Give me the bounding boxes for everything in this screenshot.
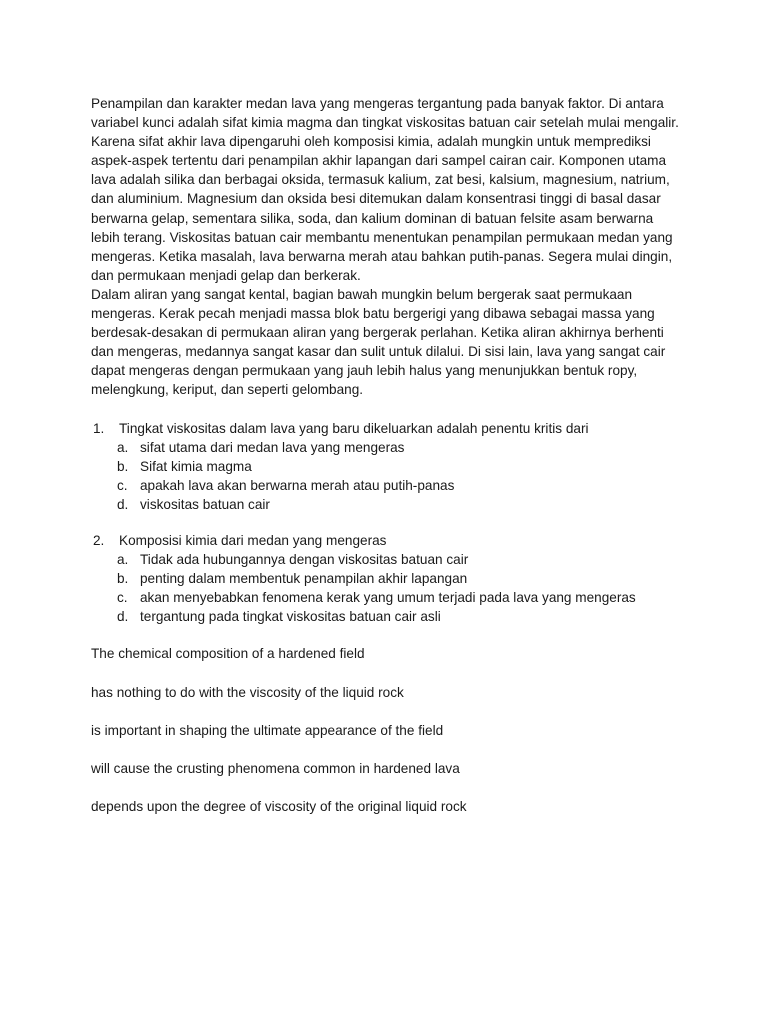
- option-item: [91, 588, 681, 607]
- option-text: akan menyebabkan fenomena kerak yang umum terjadi pada lava yang mengeras: [140, 590, 636, 606]
- option-letter: b.: [117, 458, 129, 474]
- option-item: [91, 438, 681, 457]
- question-text: Tingkat viskositas dalam lava yang baru dikeluarkan adalah penentu kritis dari: [119, 420, 589, 436]
- option-text: Sifat kimia magma: [140, 458, 252, 474]
- passage-paragraph-1: Penampilan dan karakter medan lava yang mengeras tergantung pada banyak faktor. Di antara variabel kunci adalah sifat kimia magma dan tingkat viskositas batuan cair setelah mulai mengalir. Karena sifat akhir lava dipengaruhi oleh komposisi kimia, adalah mungkin untuk memprediksi aspek-aspek tertentu dari penampilan akhir lapangan dari sampel cairan cair. Komponen utama lava adalah silika dan berbagai oksida, termasuk kalium, zat besi, kalsium, magnesium, natrium, dan aluminium. Magnesium dan oksida besi ditemukan dalam konsentrasi tinggi di basal dasar berwarna gelap, sementara silika, soda, dan kalium dominan di batuan felsite asam berwarna lebih terang. Viskositas batuan cair membantu menentukan penampilan permukaan medan yang mengeras. Ketika masalah, lava berwarna merah atau bahkan putih-panas. Segera mulai dingin, dan permukaan menjadi gelap dan berkerak.: [91, 96, 679, 283]
- question-2: [91, 531, 681, 626]
- option-item: [91, 569, 681, 588]
- option-letter: a.: [117, 439, 129, 455]
- passage-paragraph-2: Dalam aliran yang sangat kental, bagian bawah mungkin belum bergerak saat permukaan mengeras. Kerak pecah menjadi massa blok batu bergerigi yang dibawa sebagai massa yang berdesak-desakan di permukaan aliran yang bergerak perlahan. Ketika aliran akhirnya berhenti dan mengeras, medannya sangat kasar dan sulit untuk dilalui. Di sisi lain, lava yang sangat cair dapat mengeras dengan permukaan yang jauh lebih halus yang menunjukkan bentuk ropy, melengkung, keriput, dan seperti gelombang.: [91, 286, 666, 398]
- option-item: [91, 495, 681, 514]
- option-item: [91, 476, 681, 495]
- option-letter: c.: [117, 590, 128, 606]
- english-line: has nothing to do with the viscosity of the liquid rock: [91, 684, 404, 700]
- option-letter: c.: [117, 477, 128, 493]
- question-text: Komposisi kimia dari medan yang mengeras: [119, 532, 387, 548]
- question-number: 2.: [93, 532, 105, 548]
- option-text: tergantung pada tingkat viskositas batuan cair asli: [140, 609, 441, 625]
- option-text: Tidak ada hubungannya dengan viskositas batuan cair: [140, 552, 469, 568]
- option-letter: a.: [117, 552, 129, 568]
- option-item: [91, 457, 681, 476]
- question-1: [91, 419, 681, 514]
- option-item: [91, 550, 681, 569]
- english-line: is important in shaping the ultimate appearance of the field: [91, 722, 444, 738]
- option-item: [91, 607, 681, 626]
- document-page: [91, 94, 681, 816]
- option-letter: d.: [117, 609, 129, 625]
- english-line: will cause the crusting phenomena common in hardened lava: [91, 760, 460, 776]
- option-letter: b.: [117, 571, 129, 587]
- option-text: apakah lava akan berwarna merah atau putih-panas: [140, 477, 455, 493]
- option-text: viskositas batuan cair: [140, 496, 270, 512]
- question-number: 1.: [93, 420, 105, 436]
- option-text: sifat utama dari medan lava yang mengeras: [140, 439, 405, 455]
- english-line: depends upon the degree of viscosity of the original liquid rock: [91, 798, 467, 814]
- english-line: The chemical composition of a hardened field: [91, 646, 365, 662]
- option-text: penting dalam membentuk penampilan akhir lapangan: [140, 571, 468, 587]
- option-letter: d.: [117, 496, 129, 512]
